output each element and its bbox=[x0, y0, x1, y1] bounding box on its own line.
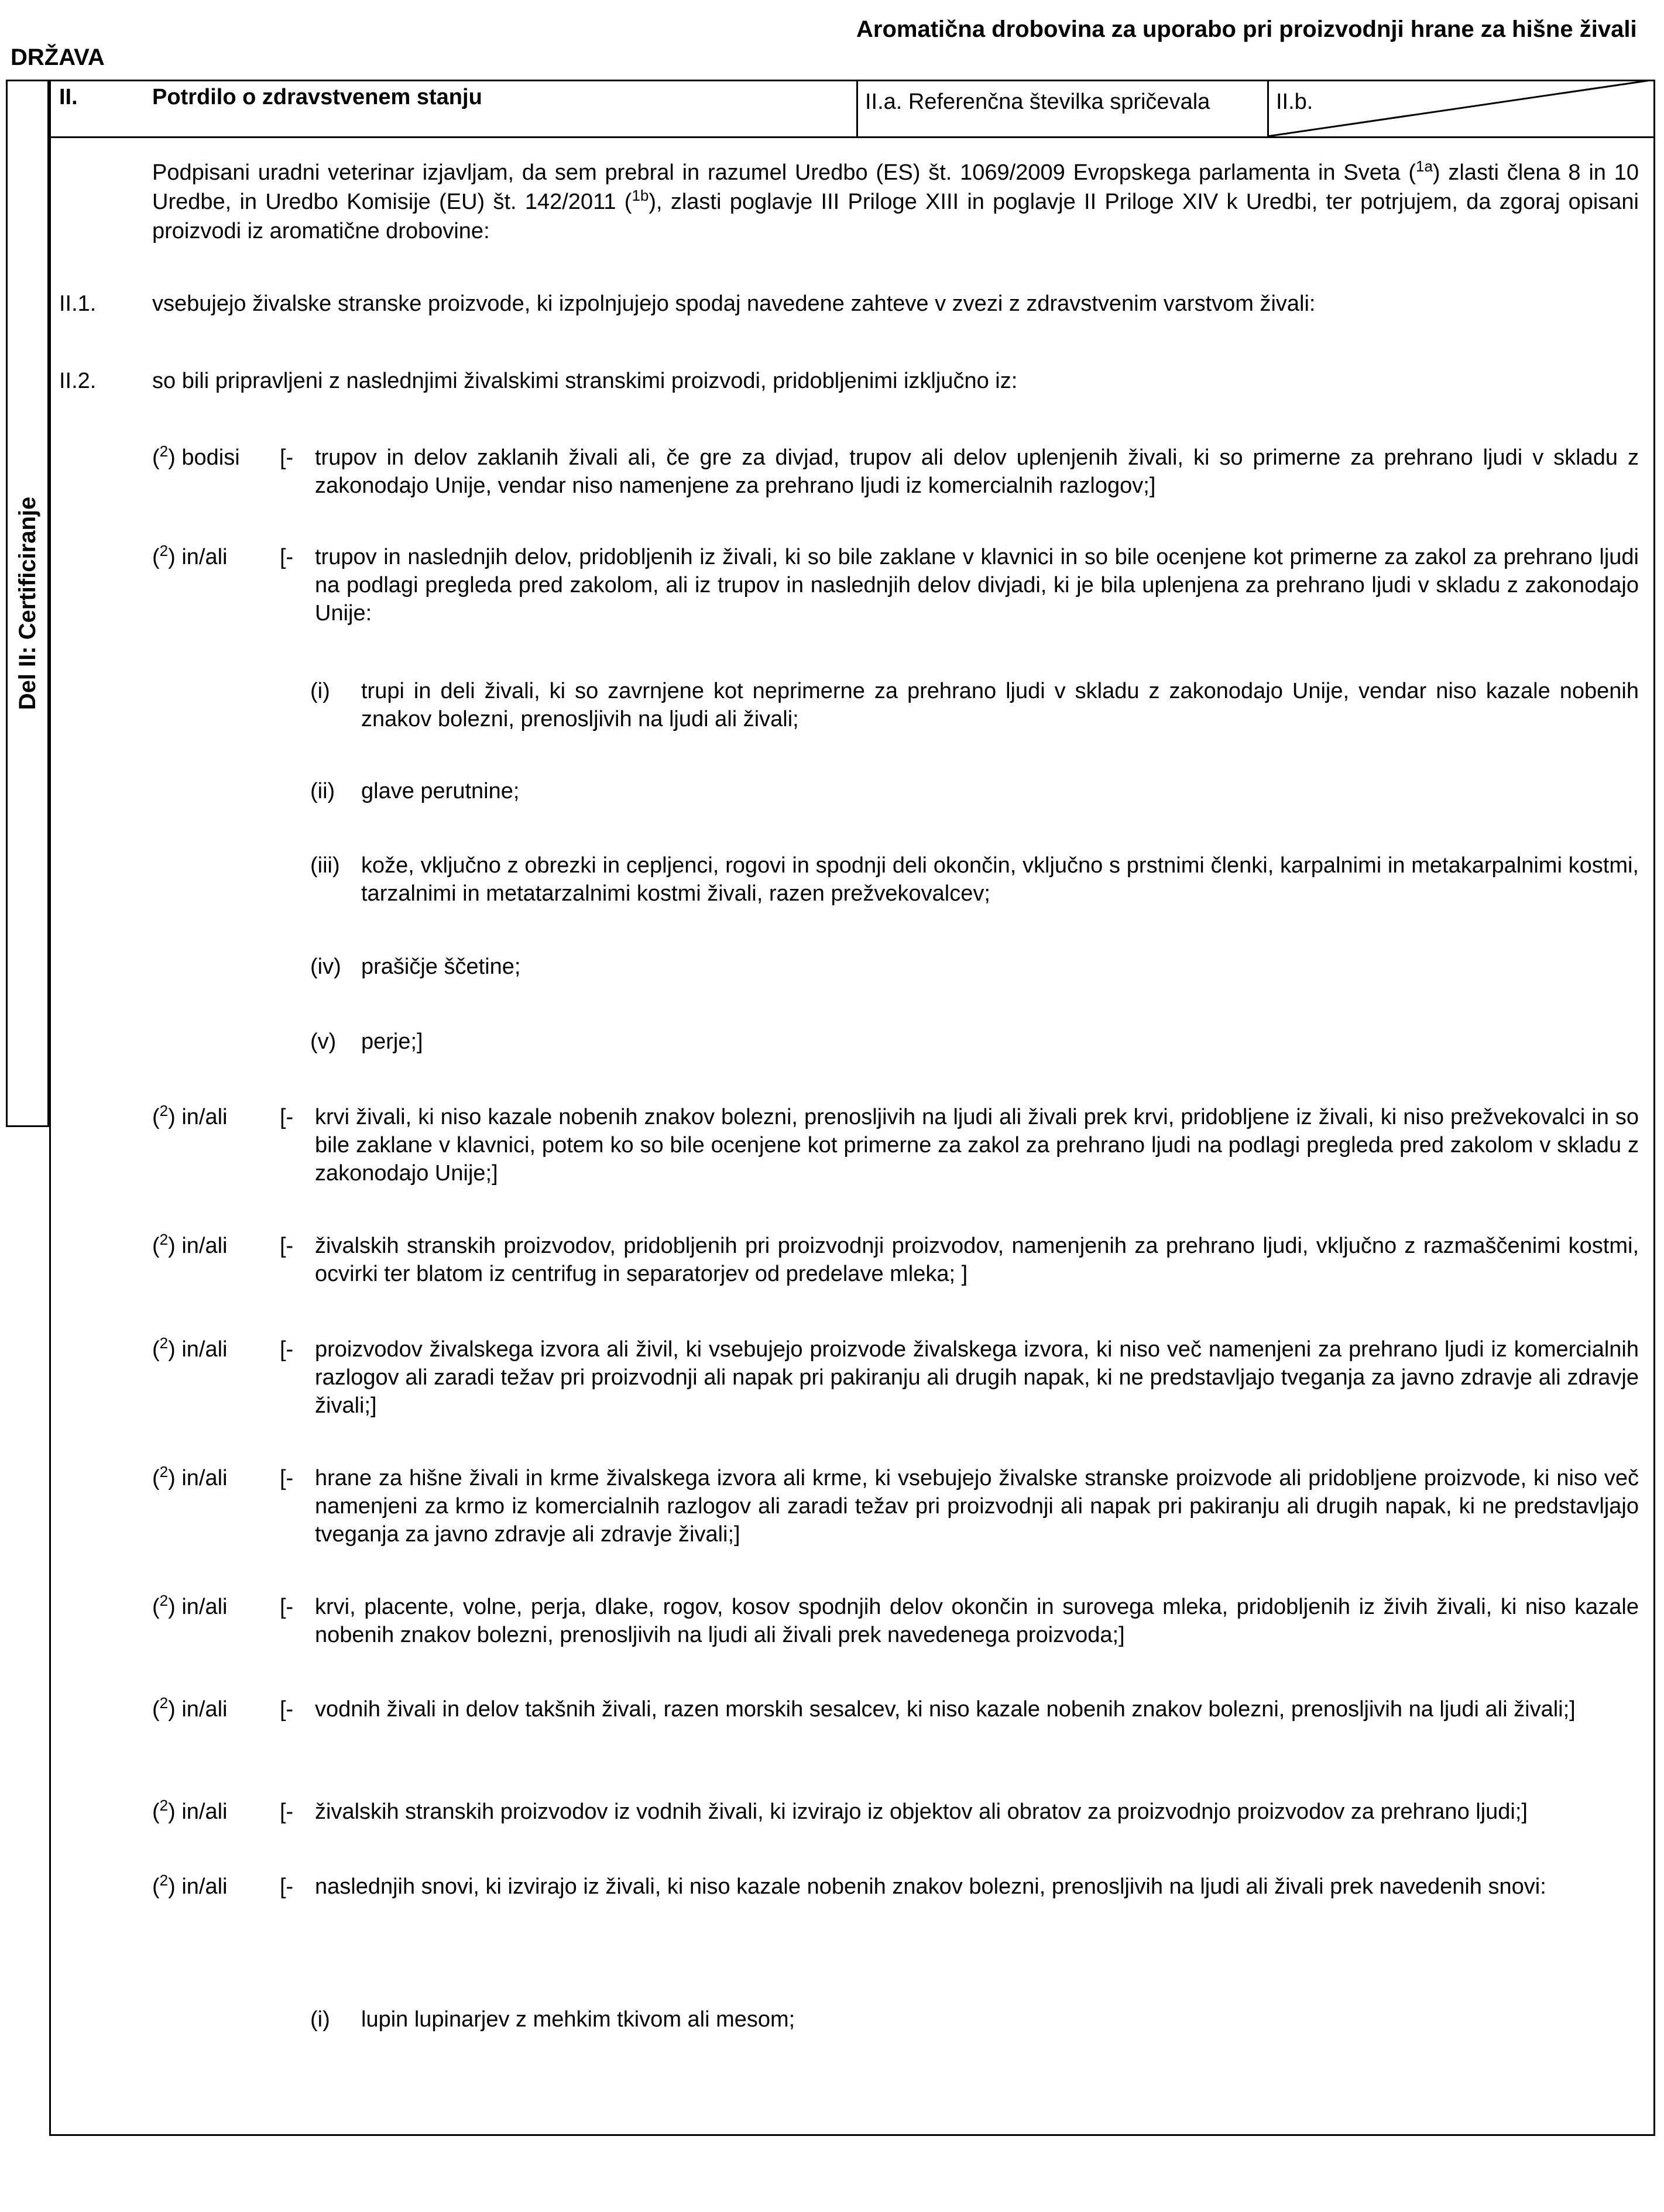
option-text: trupov in delov zaklanih živali ali, če gre za divjad, trupov ali delov uplenjenih živali, ki so primerne za prehrano ljudi v skladu z zakonodajo Unije, vendar niso namenjene za prehrano ljudi iz komercialnih razlogov;] bbox=[315, 445, 1639, 498]
reference-b-label: II.b. bbox=[1276, 90, 1313, 114]
document-title: Aromatična drobovina za uporabo pri proizvodnji hrane za hišne živali bbox=[856, 16, 1637, 42]
sublist-number: (iv) bbox=[310, 954, 341, 979]
point-number: II.1. bbox=[59, 291, 97, 316]
option-bracket: [- bbox=[280, 1234, 294, 1258]
option-text: krvi, placente, volne, perja, dlake, rogov, kosov spodnjih delov okončin in surovega mleka, pridobljenih iz živih živali, ki niso kazale nobenih znakov bolezni, prenosljivih na ljudi ali živali prek navedenega proizvoda;] bbox=[315, 1595, 1639, 1647]
sublist-number: (v) bbox=[310, 1029, 337, 1054]
sublist-number: (ii) bbox=[310, 779, 335, 803]
sublist-number: (i) bbox=[310, 2007, 330, 2032]
option-label: ($^2$) in/ali bbox=[152, 1871, 228, 1899]
option-text: živalskih stranskih proizvodov iz vodnih živali, ki izvirajo iz objektov ali obratov za proizvodnjo proizvodov za prehrano ljudi;] bbox=[315, 1799, 1528, 1824]
sublist-text: perje;] bbox=[361, 1029, 423, 1054]
option-text: naslednjih snovi, ki izvirajo iz živali, ki niso kazale nobenih znakov bolezni, prenosljivih na ljudi ali živali prek navedenih snovi: bbox=[315, 1874, 1546, 1899]
option-text: proizvodov živalskega izvora ali živil, ki vsebujejo proizvode živalskega izvora, ki niso več namenjeni za prehrano ljudi iz komercialnih razlogov ali zaradi težav pri proizvodnji ali napak pri pakiranju ali drugih napak, ki ne predstavljajo tveganja za javno zdravje ali zdravje živali;] bbox=[315, 1337, 1639, 1418]
option-bracket: [- bbox=[280, 1697, 294, 1722]
option-label: ($^2$) in/ali bbox=[152, 1231, 228, 1258]
option-label: ($^2$) in/ali bbox=[152, 1463, 228, 1490]
crossed-out-cell bbox=[1267, 80, 1655, 138]
option-text: krvi živali, ki niso kazale nobenih znakov bolezni, prenosljivih na ljudi ali živali prek krvi, pridobljene iz živali, ki niso prežvekovalci in so bile zaklane v klavnici, potem ko so bile ocenjene kot primerne za zakol za prehrano ljudi na podlagi pregleda pred zakolom v skladu z zakonodajo Unije;] bbox=[315, 1105, 1639, 1186]
point-text: vsebujejo živalske stranske proizvode, ki izpolnjujejo spodaj navedene zahteve v zvezi z zdravstvenim varstvom živali: bbox=[152, 291, 1316, 316]
point-number: II.2. bbox=[59, 369, 97, 393]
sidebar-label: Del II: Certificiranje bbox=[15, 496, 40, 710]
reference-number-label: II.a. Referenčna številka spričevala bbox=[865, 90, 1210, 114]
option-bracket: [- bbox=[280, 1874, 294, 1899]
option-bracket: [- bbox=[280, 545, 294, 569]
option-bracket: [- bbox=[280, 1337, 294, 1362]
section-number: II. bbox=[59, 85, 78, 109]
option-bracket: [- bbox=[280, 1105, 294, 1129]
option-bracket: [- bbox=[280, 1799, 294, 1824]
sublist-text: prašičje ščetine; bbox=[361, 954, 521, 979]
option-text: trupov in naslednjih delov, pridobljenih iz živali, ki so bile zaklane v klavnici in so bile ocenjene kot primerne za zakol za prehrano ljudi na podlagi pregleda pred zakolom, ali iz trupov in naslednjih delov divjadi, ki je bila uplenjena za prehrano ljudi v skladu z zakonodajo Unije: bbox=[315, 545, 1639, 626]
sublist-text: glave perutnine; bbox=[361, 779, 520, 803]
option-text: živalskih stranskih proizvodov, pridobljenih pri proizvodnji proizvodov, namenjenih za prehrano ljudi, vključno z razmaščenimi kostmi, ocvirki ter blatom iz centrifug in separatorjev od predelave mleka; ] bbox=[315, 1234, 1639, 1286]
option-text: hrane za hišne živali in krme živalskega izvora ali krme, ki vsebujejo živalske stranske proizvode ali pridobljene proizvode, ki niso več namenjeni za krmo iz komercialnih razlogov ali zaradi težav pri proizvodnji ali napak pri pakiranju ali drugih napak, ki ne predstavljajo tveganja za javno zdravje ali zdravje živali;] bbox=[315, 1466, 1639, 1547]
option-bracket: [- bbox=[280, 445, 294, 470]
option-label: ($^2$) in/ali bbox=[152, 1592, 228, 1619]
option-label: ($^2$) in/ali bbox=[152, 1102, 228, 1129]
point-text: so bili pripravljeni z naslednjimi živalskimi stranskimi proizvodi, pridobljenimi izključno iz: bbox=[152, 369, 1018, 393]
sublist-number: (iii) bbox=[310, 853, 340, 878]
intro-paragraph: Podpisani uradni veterinar izjavljam, da sem prebral in razumel Uredbo (ES) št. 1069/2009 Evropskega parlamenta in Sveta ($^{1a}$) zlasti člena 8 in 10 Uredbe, in Uredbo Komisije (EU) št. 142/2011 ($^{1b}$), zlasti poglavje III Priloge XIII in poglavje II Priloge XIV k Uredbi, ter potrjujem, da zgoraj opisani proizvodi iz aromatične drobovine: bbox=[152, 157, 1639, 243]
option-bracket: [- bbox=[280, 1466, 294, 1490]
header-divider-1 bbox=[856, 80, 858, 136]
sublist-text: kože, vključno z obrezki in cepljenci, rogovi in spodnji deli okončin, vključno s prstnimi členki, karpalnimi in metakarpalnimi kostmi, tarzalnimi in metatarzalnimi kostmi živali, razen prežvekovalcev; bbox=[361, 853, 1639, 906]
option-label: ($^2$) bodisi bbox=[152, 442, 240, 470]
option-text: vodnih živali in delov takšnih živali, razen morskih sesalcev, ki niso kazale nobenih znakov bolezni, prenosljivih na ljudi ali živali;] bbox=[315, 1697, 1576, 1722]
country-label: DRŽAVA bbox=[11, 44, 105, 70]
option-bracket: [- bbox=[280, 1595, 294, 1619]
option-label: ($^2$) in/ali bbox=[152, 542, 228, 569]
option-label: ($^2$) in/ali bbox=[152, 1694, 228, 1722]
sublist-text: lupin lupinarjev z mehkim tkivom ali mesom; bbox=[361, 2007, 795, 2032]
sublist-text: trupi in deli živali, ki so zavrnjene kot neprimerne za prehrano ljudi v skladu z zakonodajo Unije, vendar niso kazale nobenih znakov bolezni, prenosljivih na ljudi ali živali; bbox=[361, 679, 1639, 731]
option-label: ($^2$) in/ali bbox=[152, 1334, 228, 1362]
section-title: Potrdilo o zdravstvenem stanju bbox=[152, 85, 482, 109]
sublist-number: (i) bbox=[310, 679, 330, 703]
option-label: ($^2$) in/ali bbox=[152, 1797, 228, 1824]
